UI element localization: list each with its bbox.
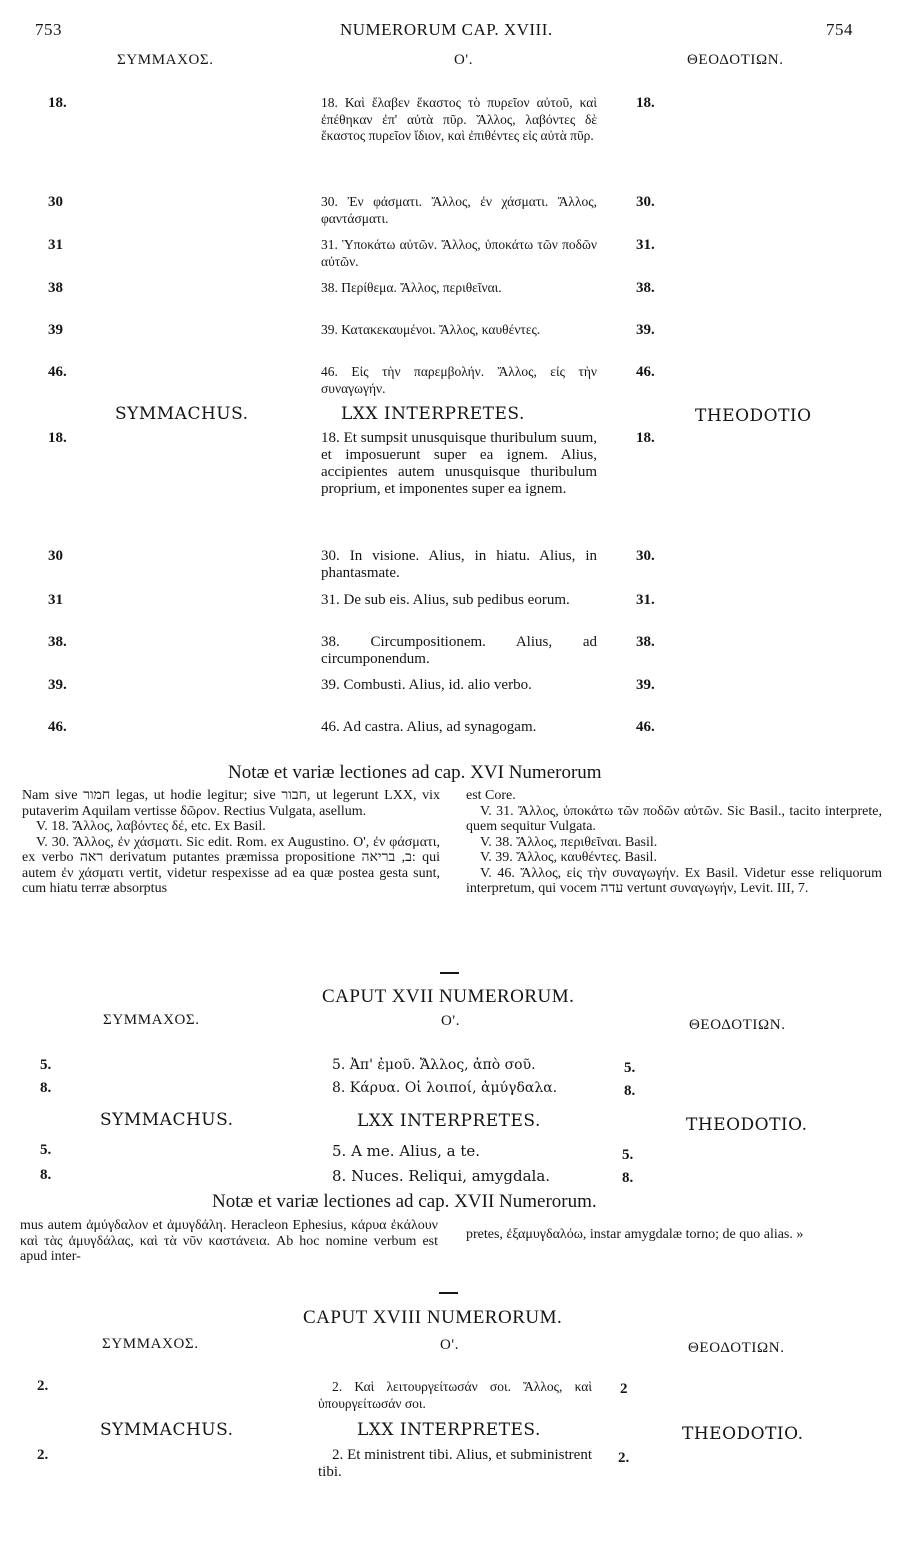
column-head-lxx-greek: O'.: [441, 1013, 461, 1029]
verse-number-left: 18.: [48, 95, 67, 111]
verse-number-left: 38: [48, 280, 63, 296]
verse-number-right: 39.: [636, 677, 655, 693]
column-head-theodotion-greek: ΘΕΟΔΟΤΙΩΝ.: [688, 1340, 785, 1356]
verse-entry-latin: 38. Circumpositionem. Alius, ad circumponendum.: [321, 634, 597, 667]
column-head-lxx-latin: LXX INTERPRETES.: [357, 1420, 541, 1440]
verse-number-left: 5.: [40, 1142, 52, 1158]
verse-entry-greek: 38. Περίθεμα. Ἄλλος, περιθεῖναι.: [321, 280, 502, 295]
verse-number-right: 8.: [624, 1083, 636, 1099]
note-paragraph: est Core.: [466, 788, 516, 803]
verse-number-right: 2: [620, 1381, 628, 1397]
column-head-theodotio-latin: THEODOTIO.: [682, 1424, 804, 1444]
column-head-symmachus-greek: ΣΥΜΜΑΧΟΣ.: [117, 52, 214, 68]
verse-number-right: 30.: [636, 194, 655, 210]
verse-entry-greek: 2. Καὶ λειτουργείτωσάν σοι. Ἄλλος, καὶ ὑπουργείτωσάν σοι.: [318, 1379, 592, 1411]
chapter-heading: CAPUT XVII NUMERORUM.: [322, 986, 575, 1007]
verse-number-left: 8.: [40, 1167, 52, 1183]
note-paragraph: V. 30. Ἄλλος, ἐν χάσματι. Sic edit. Rom. ex Augustino. O', ἐν φάσματι, ex verbo ראה derivatum putantes præmissa propositione ב, בריאה: qui autem ἐν χάσματι vertit, videtur respexisse ad ea quæ postea gesta sunt, cum hiatu terræ absorptus: [22, 834, 441, 896]
verse-number-right: 5.: [624, 1060, 636, 1076]
verse-entry-latin: 46. Ad castra. Alius, ad synagogam.: [321, 719, 537, 735]
column-head-symmachus-greek: ΣΥΜΜΑΧΟΣ.: [103, 1012, 200, 1028]
verse-number-right: 38.: [636, 634, 655, 650]
column-head-lxx-latin: LXX INTERPRETES.: [341, 404, 525, 424]
verse-number-right: 38.: [636, 280, 655, 296]
verse-number-right: 8.: [622, 1170, 634, 1186]
column-head-symmachus-latin: SYMMACHUS.: [115, 404, 249, 424]
verse-number-left: 30: [48, 548, 63, 564]
verse-number-left: 31: [48, 237, 63, 253]
verse-entry-latin: 5. A me. Alius, a te.: [332, 1142, 481, 1160]
note-paragraph: V. 38. Ἄλλος, περιθεῖναι. Basil.: [480, 834, 658, 850]
verse-number-right: 39.: [636, 322, 655, 338]
verse-number-right: 46.: [636, 364, 655, 380]
verse-entry-latin: 30. In visione. Alius, in hiatu. Alius, in phantasmate.: [321, 548, 597, 581]
verse-entry-latin: 31. De sub eis. Alius, sub pedibus eorum.: [321, 592, 570, 608]
column-head-lxx-latin: LXX INTERPRETES.: [357, 1111, 541, 1131]
verse-number-left: 18.: [48, 430, 67, 446]
column-head-symmachus-latin: SYMMACHUS.: [100, 1420, 234, 1440]
column-head-theodotion-greek: ΘΕΟΔΟΤΙΩΝ.: [689, 1017, 786, 1033]
running-title: NUMERORUM CAP. XVIII.: [340, 20, 553, 39]
verse-entry-greek: 31. Ὑποκάτω αὐτῶν. Ἄλλος, ὑποκάτω τῶν ποδῶν αὐτῶν.: [321, 237, 597, 269]
note-paragraph: V. 18. Ἄλλος, λαβόντες δέ, etc. Ex Basil.: [36, 819, 266, 834]
notes-column-right: [466, 788, 882, 897]
notes-column-right: [466, 1227, 880, 1243]
verse-entry-greek: 8. Κάρυα. Οἱ λοιποί, ἀμύγδαλα.: [332, 1080, 558, 1096]
note-paragraph: V. 39. Ἄλλος, καυθέντες. Basil.: [480, 850, 657, 865]
verse-entry-latin: 2. Et ministrent tibi. Alius, et subministrent tibi.: [318, 1447, 592, 1480]
verse-number-left: 46.: [48, 719, 67, 735]
verse-number-left: 38.: [48, 634, 67, 650]
verse-number-left: 2.: [37, 1447, 49, 1463]
verse-number-left: 31: [48, 592, 63, 608]
verse-number-right: 31.: [636, 592, 655, 608]
verse-number-left: 46.: [48, 364, 67, 380]
verse-number-right: 5.: [622, 1147, 634, 1163]
notes-title: Notæ et variæ lectiones ad cap. XVI Numerorum: [228, 762, 602, 783]
note-paragraph: Nam sive חמור legas, ut hodie legitur; sive חבור, ut legerunt LXX, vix putaverim Aquilam vertisse δῶρον. Rectius Vulgata, asellum.: [22, 788, 441, 819]
verse-number-left: 2.: [37, 1378, 49, 1394]
column-head-symmachus-latin: SYMMACHUS.: [100, 1110, 234, 1130]
column-head-lxx-greek: O'.: [440, 1337, 460, 1353]
verse-entry-greek: 46. Εἰς τὴν παρεμβολήν. Ἄλλος, εἰς τὴν συναγωγήν.: [321, 364, 597, 396]
column-head-theodotio-latin: THEODOTIO: [695, 406, 812, 426]
column-head-lxx-greek: O'.: [454, 52, 474, 68]
page-number-left: 753: [35, 20, 62, 39]
page-number-right: 754: [826, 20, 853, 39]
notes-column-left: [22, 788, 440, 897]
verse-number-right: 46.: [636, 719, 655, 735]
verse-number-left: 30: [48, 194, 63, 210]
verse-entry-greek: 5. Ἀπ' ἐμοῦ. Ἄλλος, ἀπὸ σοῦ.: [332, 1057, 536, 1073]
verse-number-right: 18.: [636, 95, 655, 111]
note-paragraph: mus autem ἀμύγδαλον et ἀμυγδάλη. Heracleon Ephesius, κάρυα ἐκάλουν καὶ τὰς ἀμυγδάλας, καὶ τὰ νῦν καστάνεια. Ab hoc nomine verbum est apud inter-: [20, 1218, 438, 1264]
note-paragraph: V. 46. Ἄλλος, εἰς τὴν συναγωγήν. Ex Basil. Videtur esse reliquorum interpretum, qui vocem עדה vertunt συναγωγήν, Levit. III, 7.: [466, 865, 882, 896]
section-rule: [440, 972, 459, 974]
section-rule: [439, 1292, 458, 1294]
verse-entry-greek: 39. Κατακεκαυμένοι. Ἄλλος, καυθέντες.: [321, 322, 541, 337]
notes-column-left: [20, 1218, 438, 1265]
column-head-theodotion-greek: ΘΕΟΔΟΤΙΩΝ.: [687, 52, 784, 68]
verse-number-left: 8.: [40, 1080, 52, 1096]
note-paragraph: pretes, ἐξαμυγδαλόω, instar amygdalæ torno; de quo alias. »: [466, 1227, 804, 1242]
notes-title: Notæ et variæ lectiones ad cap. XVII Numerorum.: [212, 1191, 597, 1212]
verse-number-left: 39: [48, 322, 63, 338]
chapter-heading: CAPUT XVIII NUMERORUM.: [303, 1307, 563, 1328]
verse-entry-latin: 18. Et sumpsit unusquisque thuribulum suum, et imposuerunt super ea ignem. Alius, accipientes autem unusquisque thuribulum proprium, et imponentes super ea ignem.: [321, 430, 597, 497]
verse-entry-latin: 8. Nuces. Reliqui, amygdala.: [332, 1167, 551, 1185]
verse-entry-latin: 39. Combusti. Alius, id. alio verbo.: [321, 677, 532, 693]
verse-number-left: 5.: [40, 1057, 52, 1073]
verse-number-left: 39.: [48, 677, 67, 693]
verse-number-right: 30.: [636, 548, 655, 564]
verse-entry-greek: 18. Καὶ ἔλαβεν ἕκαστος τὸ πυρεῖον αὐτοῦ, καὶ ἐπέθηκαν ἐπ' αὐτὰ πῦρ. Ἄλλος, λαβόντες δὲ ἕκαστος πυρεῖον ἴδιον, καὶ ἐπιθέντες εἰς αὐτὰ πῦρ.: [321, 95, 597, 143]
column-head-theodotio-latin: THEODOTIO.: [686, 1115, 808, 1135]
verse-entry-greek: 30. Ἐν φάσματι. Ἄλλος, ἐν χάσματι. Ἄλλος, φαντάσματι.: [321, 194, 597, 226]
verse-number-right: 2.: [618, 1450, 630, 1466]
verse-number-right: 18.: [636, 430, 655, 446]
note-paragraph: V. 31. Ἄλλος, ὑποκάτω τῶν ποδῶν αὐτῶν. Sic Basil., tacito interprete, quem sequitur Vulgata.: [466, 803, 882, 834]
column-head-symmachus-greek: ΣΥΜΜΑΧΟΣ.: [102, 1336, 199, 1352]
verse-number-right: 31.: [636, 237, 655, 253]
